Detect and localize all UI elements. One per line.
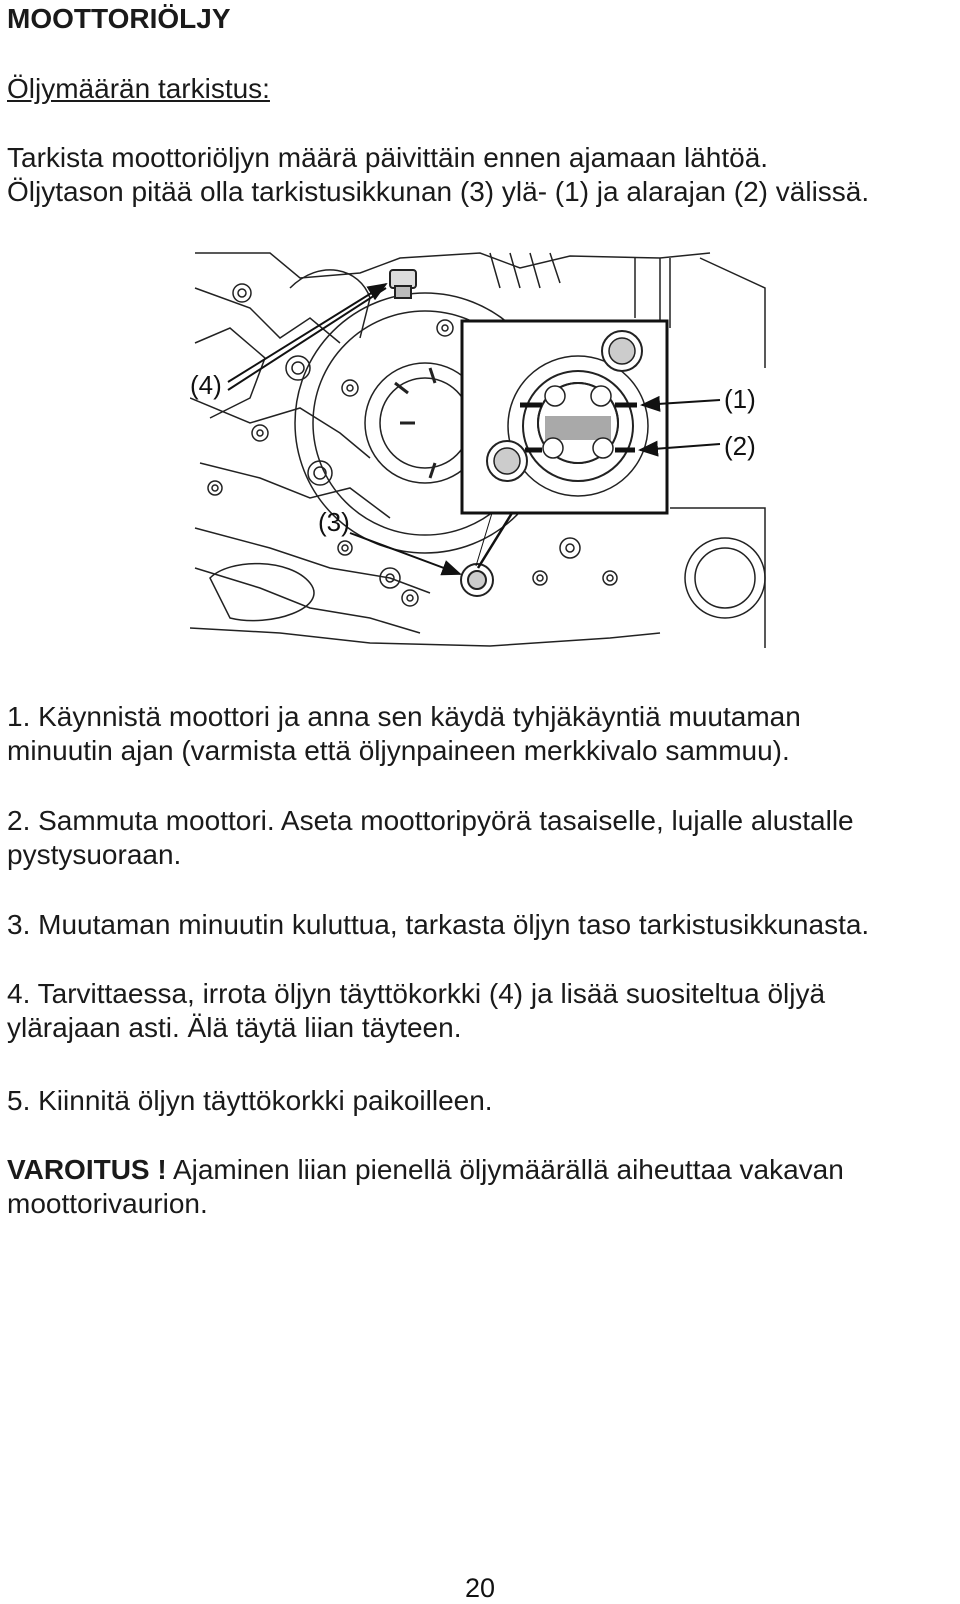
warning-text-1: Ajaminen liian pienellä öljymäärällä aiheuttaa vakavan [166,1154,844,1185]
label-4: (4) [190,370,222,400]
inspection-window-small [461,564,493,596]
step-4-line-1: 4. Tarvittaessa, irrota öljyn täyttökorkki (4) ja lisää suositeltua öljyä [7,978,826,1009]
step-1-line-2: minuutin ajan (varmista että öljynpaineen merkkivalo sammuu). [7,735,790,766]
step-2-line-1: 2. Sammuta moottori. Aseta moottoripyörä tasaiselle, lujalle alustalle [7,805,854,836]
step-5-line-1: 5. Kiinnitä öljyn täyttökorkki paikoilleen. [7,1085,493,1116]
step-3-line-1: 3. Muutaman minuutin kuluttua, tarkasta öljyn taso tarkistusikkunasta. [7,909,870,940]
page-title: MOOTTORIÖLJY [7,3,231,34]
warning-line-2: moottorivaurion. [7,1188,208,1219]
warning-line-1 [7,1153,844,1187]
intro-line-1: Tarkista moottoriöljyn määrä päivittäin ennen ajamaan lähtöä. [7,142,769,173]
step-2-line-2: pystysuoraan. [7,839,182,870]
engine-oil-window-diagram [190,248,770,653]
zoom-inset [462,321,667,568]
page-number: 20 [464,1573,496,1603]
step-1-line-1: 1. Käynnistä moottori ja anna sen käydä tyhjäkäyntiä muutaman [7,701,801,732]
section-subtitle: Öljymäärän tarkistus: [7,73,270,104]
label-3: (3) [318,507,350,537]
intro-line-2: Öljytason pitää olla tarkistusikkunan (3) ylä- (1) ja alarajan (2) välissä. [7,176,870,207]
label-1: (1) [724,384,756,414]
warning-label: VAROITUS ! [7,1154,167,1185]
step-4-line-2: ylärajaan asti. Älä täytä liian täyteen. [7,1012,462,1043]
label-2: (2) [724,431,756,461]
